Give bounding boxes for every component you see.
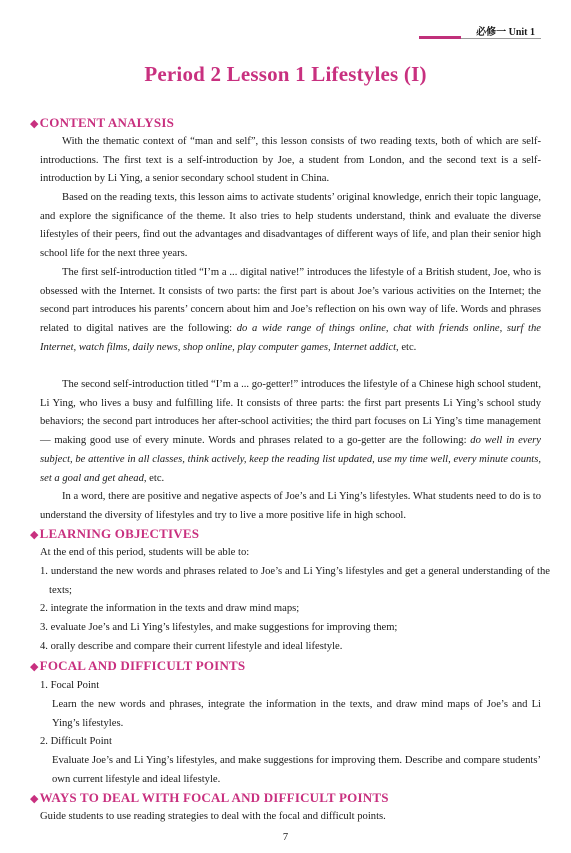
ways-text: Guide students to use reading strategies to deal with the focal and difficult points. xyxy=(40,811,386,822)
content-analysis-paragraph-4 xyxy=(40,376,541,488)
page-number: 7 xyxy=(282,832,289,843)
content-analysis-paragraph-3 xyxy=(40,264,541,358)
content-analysis-paragraph-5: In a word, there are positive and negative aspects of Joe’s and Li Ying’s lifestyles. What students need to do is to understand the diversity of lifestyles and try to live a more positive life in high school. xyxy=(40,491,541,521)
paragraph-3-keywords: do a wide range of things online, chat with friends online, surf the Internet, watch films, daily news, shop online, play computer games, Internet addict xyxy=(40,323,541,353)
content-analysis-paragraph-2: Based on the reading texts, this lesson aims to activate students’ original knowledge, enrich their topic language, and explore the significance of the theme. It also tries to help students understand, think and evaluate the diverse lifestyles of their peers, find out the advantages and disadvantages of different ways of life, and plan their senior high school life for the next three years. xyxy=(40,192,541,260)
learning-objectives-heading xyxy=(30,526,199,543)
diamond-icon: ◆ xyxy=(30,529,39,541)
focal-points-heading xyxy=(30,658,245,675)
focal-point-text: Learn the new words and phrases, integrate the information in the texts, and draw mind maps of Joe’s and Li Ying’s lifestyles. xyxy=(52,699,541,729)
objective-item: 3. evaluate Joe’s and Li Ying’s lifestyles, and make suggestions for improving them; xyxy=(40,622,398,633)
unit-label: 必修一 Unit 1 xyxy=(476,27,535,38)
content-analysis-paragraph-1: With the thematic context of “man and self”, this lesson consists of two reading texts, both of which are self-introductions. The first text is a self-introduction by Joe, a student from London, and the second text is a self-introduction by Li Ying, a senior secondary school student in China. xyxy=(40,136,541,185)
page-title: Period 2 Lesson 1 Lifestyles (I) xyxy=(144,62,427,86)
ways-heading xyxy=(30,790,389,807)
objectives-intro: At the end of this period, students will be able to: xyxy=(40,547,250,558)
objective-item: 4. orally describe and compare their current lifestyle and ideal lifestyle. xyxy=(40,641,343,652)
diamond-icon: ◆ xyxy=(30,661,39,673)
content-analysis-heading xyxy=(30,115,174,132)
paragraph-3-end: , etc. xyxy=(396,341,417,353)
paragraph-4-end: , etc. xyxy=(143,472,165,484)
diamond-icon: ◆ xyxy=(30,793,39,805)
unit-header-tag xyxy=(419,22,541,39)
focal-point-label: 1. Focal Point xyxy=(40,680,100,691)
paragraph-4-keywords: do well in every subject, be attentive in all classes, think actively, keep the reading list updated, use my time well, every minute counts, set a goal and get ahead xyxy=(40,435,541,484)
content-analysis-title: CONTENT ANALYSIS xyxy=(39,115,175,130)
objective-item: 1. understand the new words and phrases related to Joe’s and Li Ying’s lifestyles and get a general understanding of the texts; xyxy=(40,566,550,596)
focal-points-title: FOCAL AND DIFFICULT POINTS xyxy=(39,658,246,673)
learning-objectives-title: LEARNING OBJECTIVES xyxy=(39,526,200,541)
objective-item: 2. integrate the information in the texts and draw mind maps; xyxy=(40,603,300,614)
paragraph-3-text: The first self-introduction titled “I’m a ... digital native!” introduces the lifestyle of a British student, Joe, who is obsessed with the Internet. It consists of two parts: the first part is about Joe’s various activities on the Internet; the second part introduces his parents’ concern about him and Joe’s reflection on his own way of life. Words and phrases related to digital natives are the following: xyxy=(40,267,541,335)
difficult-point-text: Evaluate Joe’s and Li Ying’s lifestyles, and make suggestions for improving them. Describe and compare students’ own current lifestyle and ideal lifestyle. xyxy=(52,755,541,785)
diamond-icon: ◆ xyxy=(30,118,39,130)
paragraph-4-text: The second self-introduction titled “I’m a ... go-getter!” introduces the lifestyle of a Chinese high school student, Li Ying, who lives a busy and fulfilling life. It consists of three parts: the first part presents Li Ying’s school study behaviors; the second part introduces her after-school activities; the third part focuses on Li Ying’s time management — making good use of every minute. Words and phrases related to a go-getter are the following: xyxy=(40,379,541,447)
ways-title: WAYS TO DEAL WITH FOCAL AND DIFFICULT POINTS xyxy=(39,790,389,805)
difficult-point-label: 2. Difficult Point xyxy=(40,736,112,747)
